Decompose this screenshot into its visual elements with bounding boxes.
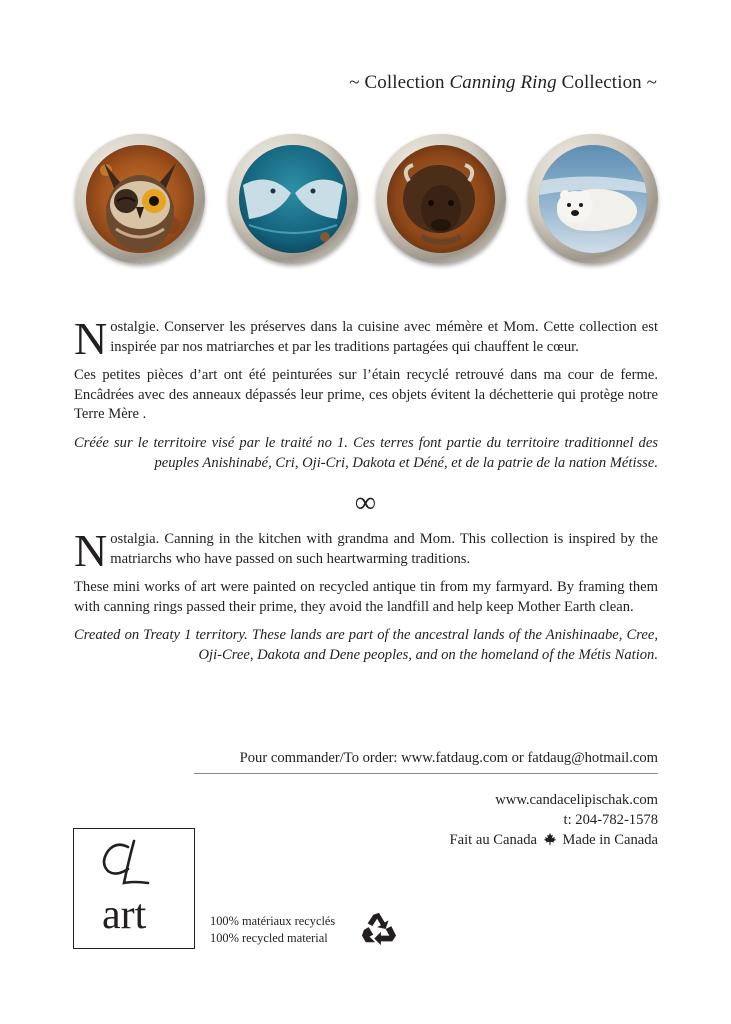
bison-ring-art <box>376 134 506 264</box>
english-body: These mini works of art were painted on recycled antique tin from my farmyard. By framing them with canning rings passed their prime, they avoid the landfill and help keep Mother Earth clean. <box>74 579 658 615</box>
collection-title <box>349 72 657 94</box>
french-section <box>74 313 658 473</box>
french-territory-line-1: Créée sur le territoire visé par le traité no 1. Ces terres font partie du territoire traditionnel des <box>74 434 658 451</box>
french-body: Ces petites pièces d’art ont été peinturées sur l’étain recyclé retrouvé dans ma cour de ferme. Encâdrées avec des anneaux dépassés leur prime, ces objets évitent la déchetterie qui protège notre Terre Mère . <box>74 367 658 423</box>
maple-leaf-icon <box>543 832 557 852</box>
contact-block <box>450 790 659 852</box>
english-territory-line-2: Oji-Cree, Dakota and Dene peoples, and on the homeland of the Métis Nation. <box>198 646 658 663</box>
title-prefix: ~ Collection <box>349 72 450 93</box>
infinity-divider: ∞ <box>354 486 377 519</box>
beluga-ring-art <box>228 134 358 264</box>
english-section <box>74 525 658 666</box>
logo-word: art <box>102 892 147 938</box>
phone-number: t: 204-782-1578 <box>563 812 658 828</box>
recycled-en: 100% recycled material <box>210 931 328 945</box>
english-intro-text: ostalgia. Canning in the kitchen with grandma and Mom. This collection is inspired by the matriarchs who have passed on such heartwarming traditions. <box>110 531 658 567</box>
made-in-canada-fr: Fait au Canada <box>449 832 538 848</box>
english-dropcap: N <box>74 525 108 576</box>
recycle-icon <box>360 911 398 947</box>
english-territory <box>74 626 658 665</box>
french-intro <box>74 313 658 364</box>
french-territory-line-2: peuples Anishinabé, Cri, Oji-Cri, Dakota et Déné, et de la patrie de la nation Métisse. <box>154 454 658 471</box>
french-dropcap: N <box>74 313 108 364</box>
recycled-note <box>210 913 335 947</box>
cl-art-logo <box>73 828 195 949</box>
made-in-canada <box>450 830 659 852</box>
recycled-fr: 100% matériaux recyclés <box>210 914 336 928</box>
title-suffix: Collection ~ <box>556 72 657 93</box>
english-intro <box>74 525 658 576</box>
ring-gallery <box>0 134 731 264</box>
french-intro-text: ostalgie. Conserver les préserves dans la cuisine avec mémère et Mom. Cette collection est inspirée par nos matriarches et par les traditions partagées qui chauffent le cœur. <box>110 319 658 355</box>
website-link[interactable]: www.candacelipischak.com <box>495 792 658 808</box>
polar-bear-ring-art <box>528 134 658 264</box>
order-line[interactable]: Pour commander/To order: www.fatdaug.com or fatdaug@hotmail.com <box>194 750 658 774</box>
made-in-canada-en: Made in Canada <box>562 832 658 848</box>
title-italic: Canning Ring <box>449 72 557 93</box>
cl-monogram-icon <box>94 837 154 899</box>
owl-ring-art <box>75 134 205 264</box>
french-territory <box>74 434 658 473</box>
english-territory-line-1: Created on Treaty 1 territory. These lands are part of the ancestral lands of the Anishinaabe, Cree, <box>74 627 658 644</box>
